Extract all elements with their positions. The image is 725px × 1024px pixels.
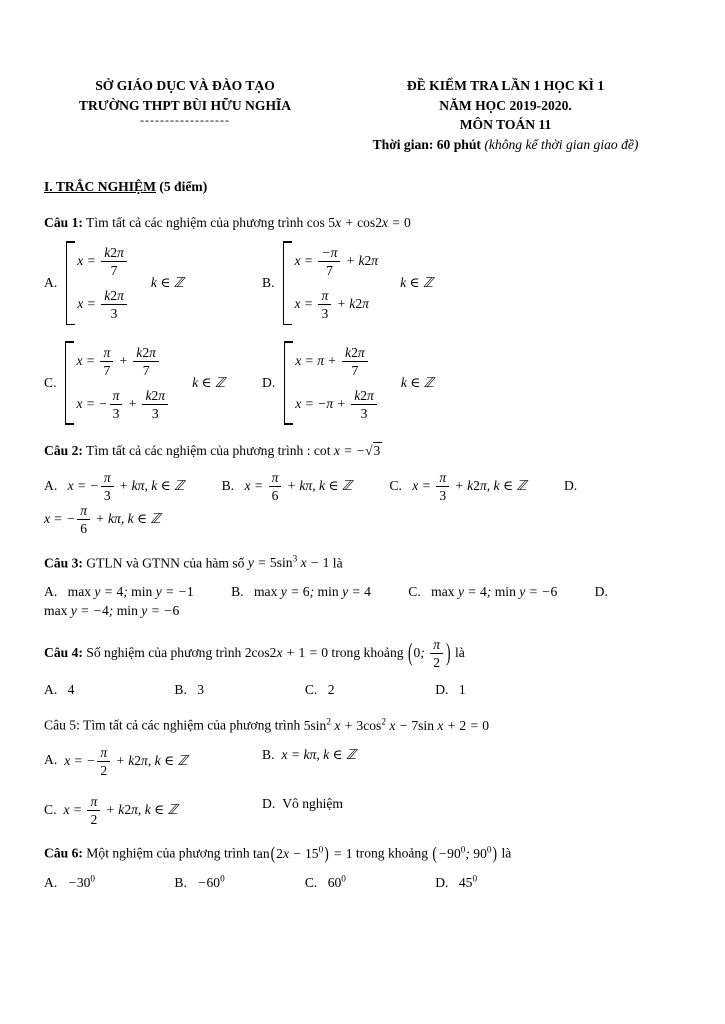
option-math: x = kπ, k ∈ ℤ xyxy=(281,746,357,762)
option-text: 1 xyxy=(458,681,466,697)
question-number: Câu 3: xyxy=(44,555,83,571)
question-number: Câu 2: xyxy=(44,442,83,458)
option-2-a xyxy=(44,469,185,503)
question-phrase: Tìm tất cả các nghiệm của phương trình : xyxy=(82,442,314,458)
option-label: D. xyxy=(262,375,276,391)
option-math: $60^0$ xyxy=(327,873,346,891)
school-header-block xyxy=(44,76,326,155)
option-text: 3 xyxy=(197,681,205,697)
system-equation: x = π + $\frac{k2\pi}{7}$ xyxy=(295,345,379,378)
inline-math: cot x = −√3 xyxy=(313,442,381,458)
option-6-c xyxy=(305,873,432,893)
school-name: TRƯỜNG THPT BÙI HỮU NGHĨA xyxy=(78,97,292,113)
question-phrase: là xyxy=(329,555,343,571)
question-phrase: Một nghiệm của phương trình xyxy=(82,845,254,861)
question-number: Câu 1: xyxy=(44,214,83,230)
option-6-b xyxy=(174,873,301,893)
answer-options xyxy=(44,582,685,621)
option-math: max y = −4; min y = −6 xyxy=(44,603,180,619)
option-label: D. xyxy=(262,796,276,811)
question-statement xyxy=(44,553,685,573)
question-statement xyxy=(44,715,685,735)
option-3-c xyxy=(408,584,557,599)
school-year: NĂM HỌC 2019-2020. xyxy=(439,97,572,113)
section-title-text: I. TRẮC NGHIỆM xyxy=(44,178,156,194)
option-label: C. xyxy=(44,801,57,817)
inline-math: 2cos2x + 1 = 0 xyxy=(244,645,329,661)
inline-math: cos 5x + cos2x = 0 xyxy=(306,214,411,230)
option-label: B. xyxy=(174,681,187,697)
option-label: C. xyxy=(408,583,421,599)
option-math: x = $\frac{\pi}{6}$ + kπ, k ∈ ℤ xyxy=(244,469,353,503)
system-equation: x = $\frac{\pi}{7}$ + $\frac{k2\pi}{7}$ xyxy=(76,345,170,378)
section-points: (5 điểm) xyxy=(155,178,208,194)
option-label: B. xyxy=(221,477,235,493)
option-label: A. xyxy=(44,275,58,291)
option-4-b xyxy=(174,680,301,700)
option-4-c xyxy=(305,680,432,700)
divider-dashes: ------------------ xyxy=(140,113,230,128)
answer-options xyxy=(44,873,685,893)
time-limit-note: (không kể thời gian giao đề) xyxy=(480,137,639,153)
option-label: A. xyxy=(44,583,58,599)
option-math: max y = 4; min y = −1 xyxy=(67,583,194,599)
question-number: Câu 4: xyxy=(44,645,83,661)
option-label: D. xyxy=(594,583,608,599)
equation-system xyxy=(282,341,379,425)
inline-math: $y = 5\sin^3$ x − 1 xyxy=(247,553,330,571)
option-label: A. xyxy=(44,477,58,493)
domain-condition: k ∈ ℤ xyxy=(400,375,434,391)
questions-list xyxy=(44,213,685,893)
answer-options xyxy=(44,745,685,828)
time-limit: Thời gian: 60 phút xyxy=(372,137,481,153)
system-equation: x = $\frac{\pi}{3}$ + k2π xyxy=(294,287,369,321)
option-label: C. xyxy=(389,477,402,493)
option-3-a xyxy=(44,584,194,599)
answer-options xyxy=(44,241,685,425)
question-phrase: trong khoảng xyxy=(352,845,432,861)
question-phrase: Số nghiệm của phương trình xyxy=(82,645,245,661)
question-phrase: Tìm tất cả các nghiệm của phương trình xyxy=(79,717,304,733)
option-label: C. xyxy=(44,375,57,391)
equation-system xyxy=(63,341,170,425)
subject-line: MÔN TOÁN 11 xyxy=(459,117,552,133)
option-label: B. xyxy=(174,875,187,891)
question-5 xyxy=(44,715,685,827)
system-equation: x = $\frac{k2\pi}{7}$ xyxy=(77,245,129,278)
inline-math: (0; $\frac{\pi}{2}$ ) xyxy=(407,637,451,671)
option-label: A. xyxy=(44,875,58,891)
inline-math: ($-90^0$; $90^0$) xyxy=(432,843,498,864)
inline-math: $5\sin^2$ $x + 3\cos^2$ x − 7sin x + 2 = 0 xyxy=(303,716,489,733)
answer-options xyxy=(44,470,685,537)
option-math: x = − $\frac{\pi}{6}$ + kπ, k ∈ ℤ xyxy=(44,503,161,537)
time-limit-line xyxy=(326,135,685,155)
question-6 xyxy=(44,843,685,892)
option-label: C. xyxy=(304,875,318,891)
option-1-c xyxy=(44,341,262,425)
question-statement xyxy=(44,441,685,461)
system-equation: x = $\frac{k2\pi}{3}$ xyxy=(77,288,129,321)
question-1 xyxy=(44,213,685,425)
option-text: 4 xyxy=(67,681,75,697)
document-header xyxy=(44,76,685,155)
system-bracket xyxy=(283,241,378,325)
question-statement xyxy=(44,213,685,233)
option-5-c xyxy=(44,794,262,827)
question-3 xyxy=(44,553,685,622)
system-equation: x = $\frac{-\pi}{7}$ + k2π xyxy=(294,245,379,279)
question-number: Câu 6: xyxy=(44,845,83,861)
option-1-b xyxy=(262,241,685,325)
domain-condition: k ∈ ℤ xyxy=(400,275,434,291)
option-text: 2 xyxy=(327,681,335,697)
question-number: Câu 5: xyxy=(44,717,80,733)
option-label: A. xyxy=(44,681,58,697)
question-phrase: GTLN và GTNN của hàm số xyxy=(82,555,248,571)
system-equation: x = − $\frac{\pi}{3}$ + $\frac{k2\pi}{3}$ xyxy=(76,388,170,421)
option-math: x = $\frac{\pi}{3}$ + k2π, k ∈ ℤ xyxy=(412,469,527,503)
option-4-a xyxy=(44,680,171,700)
question-4 xyxy=(44,637,685,699)
system-bracket xyxy=(65,341,170,425)
option-math: $45^0$ xyxy=(458,873,478,891)
option-label: D. xyxy=(435,875,449,891)
option-math: $-60^0$ xyxy=(197,873,225,891)
option-label: B. xyxy=(262,746,275,762)
question-2 xyxy=(44,441,685,537)
exam-title: ĐỀ KIỂM TRA LẦN 1 HỌC KÌ 1 xyxy=(406,78,605,93)
option-2-c xyxy=(389,469,527,503)
option-6-a xyxy=(44,873,171,893)
option-math: max y = 6; min y = 4 xyxy=(253,583,371,599)
question-phrase: Tìm tất cả các nghiệm của phương trình xyxy=(82,214,307,230)
domain-condition: k ∈ ℤ xyxy=(150,275,184,291)
question-statement xyxy=(44,637,685,670)
answer-options xyxy=(44,680,685,700)
option-1-d xyxy=(262,341,685,425)
department-name: SỞ GIÁO DỤC VÀ ĐÀO TẠO xyxy=(95,78,275,93)
option-2-b xyxy=(221,469,353,503)
option-math: max y = 4; min y = −6 xyxy=(431,583,558,599)
question-phrase: là xyxy=(498,845,512,861)
option-label: B. xyxy=(262,275,275,291)
equation-system xyxy=(281,241,378,325)
option-5-a xyxy=(44,745,262,778)
question-phrase: trong khoảng xyxy=(328,645,407,661)
option-label: C. xyxy=(304,681,318,697)
option-math: x = − $\frac{\pi}{3}$ + kπ, k ∈ ℤ xyxy=(67,469,185,503)
domain-condition: k ∈ ℤ xyxy=(192,375,226,391)
equation-system xyxy=(64,241,129,325)
option-label: A. xyxy=(44,752,58,768)
option-math: x = $\frac{\pi}{2}$ + k2π, k ∈ ℤ xyxy=(63,794,178,828)
exam-header-block xyxy=(326,76,685,155)
inline-math: $\tan(2x - 15^0) = 1$ xyxy=(253,843,353,864)
option-3-b xyxy=(231,584,371,599)
system-bracket xyxy=(284,341,379,425)
option-math: $-30^0$ xyxy=(67,873,96,891)
section-title xyxy=(44,177,685,197)
system-bracket xyxy=(66,241,129,325)
option-label: B. xyxy=(231,583,244,599)
question-statement xyxy=(44,843,685,863)
option-4-d xyxy=(435,680,562,700)
option-5-d xyxy=(262,794,685,827)
option-label: D. xyxy=(435,681,449,697)
option-1-a xyxy=(44,241,262,325)
option-math: x = − $\frac{\pi}{2}$ + k2π, k ∈ ℤ xyxy=(64,744,188,778)
option-6-d xyxy=(435,873,562,893)
system-equation: x = −π + $\frac{k2\pi}{3}$ xyxy=(295,388,379,421)
question-phrase: là xyxy=(451,645,465,661)
option-label: D. xyxy=(563,477,578,493)
option-text: Vô nghiệm xyxy=(282,796,344,811)
option-5-b xyxy=(262,745,685,778)
